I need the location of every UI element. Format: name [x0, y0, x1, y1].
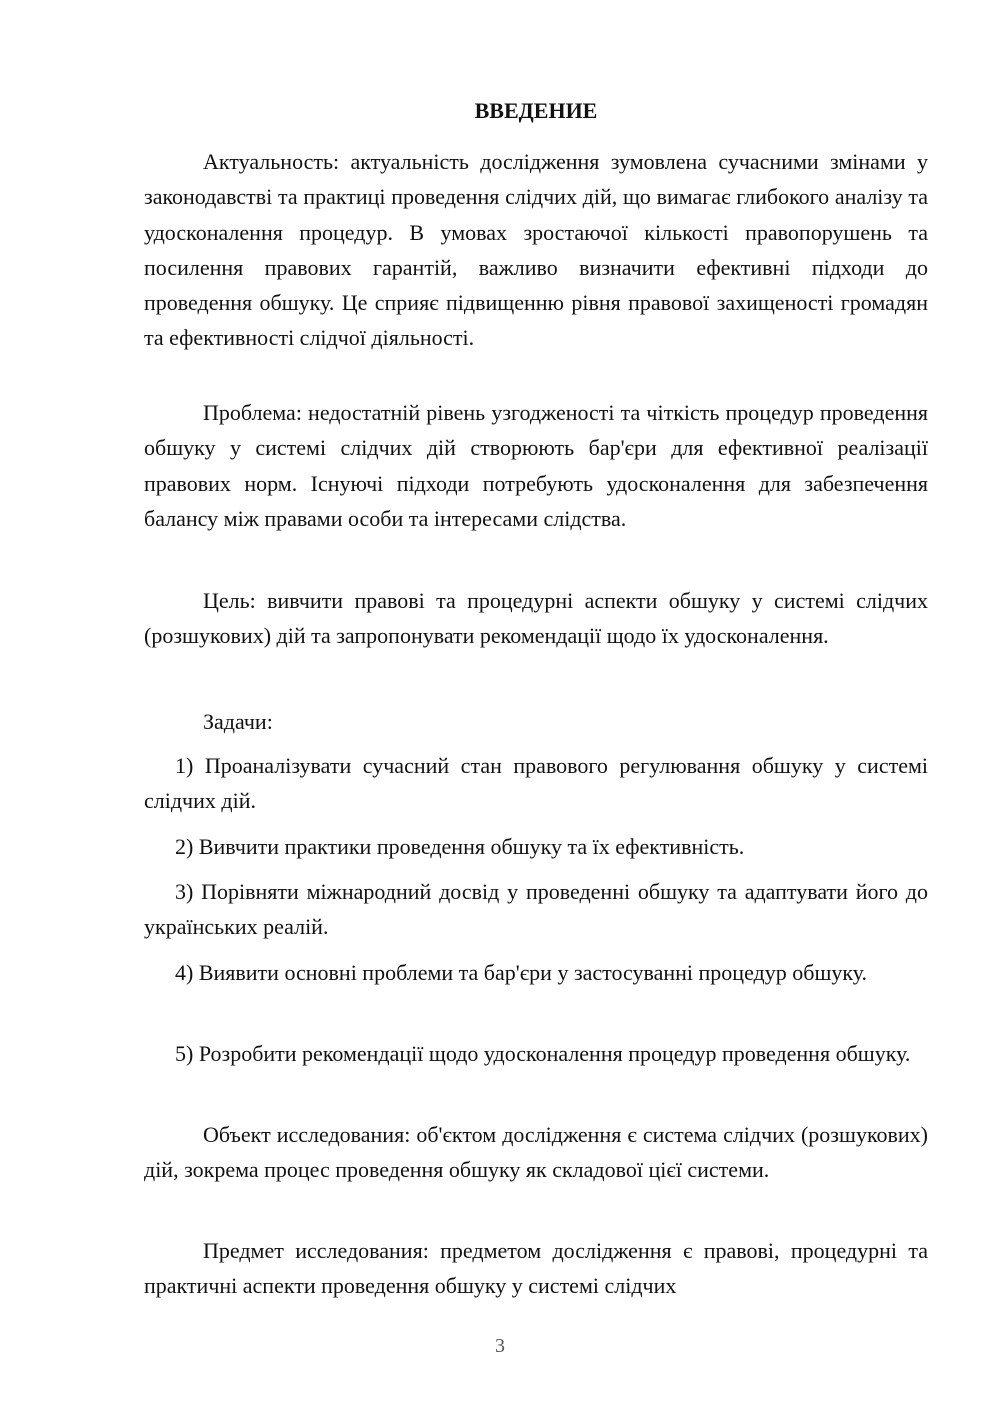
paragraph-object: Объект исследования: об'єктом дослідження є система слідчих (розшукових) дій, зокрема процес проведення обшуку як складової цієї системи.: [144, 1122, 928, 1183]
paragraph-goal: Цель: вивчити правові та процедурні аспекти обшуку у системі слідчих (розшукових) дій та запропонувати рекомендації щодо їх удосконалення.: [144, 588, 928, 649]
task-item-1: 1) Проаналізувати сучасний стан правового регулювання обшуку у системі слідчих дій.: [144, 753, 928, 814]
task-item-3: 3) Порівняти міжнародний досвід у проведенні обшуку та адаптувати його до українських реалій.: [144, 879, 928, 940]
paragraph-tasks-label: Задачи:: [203, 709, 273, 734]
page-title: ВВЕДЕНИЕ: [474, 98, 598, 123]
paragraph-relevance: Актуальность: актуальність дослідження зумовлена сучасними змінами у законодавстві та практиці проведення слідчих дій, що вимагає глибокого аналізу та удосконалення процедур. В умовах зростаючої кількості правопорушень та посилення правових гарантій, важливо визначити ефективні підходи до проведення обшуку. Це сприяє підвищенню рівня правової захищеності громадян та ефективності слідчої діяльності.: [144, 149, 928, 351]
paragraph-problem: Проблема: недостатній рівень узгодженості та чіткість процедур проведення обшуку у системі слідчих дій створюють бар'єри для ефективної реалізації правових норм. Існуючі підходи потребують удосконалення для забезпечення балансу між правами особи та інтересами слідства.: [144, 400, 928, 531]
task-item-5: 5) Розробити рекомендації щодо удосконалення процедур проведення обшуку.: [175, 1041, 911, 1066]
paragraph-subject: Предмет исследования: предметом дослідження є правові, процедурні та практичні аспекти проведення обшуку у системі слідчих: [144, 1238, 928, 1299]
page-number: 3: [495, 1335, 505, 1357]
task-item-4: 4) Виявити основні проблеми та бар'єри у застосуванні процедур обшуку.: [175, 960, 868, 985]
task-item-2: 2) Вивчити практики проведення обшуку та їх ефективність.: [175, 834, 745, 859]
